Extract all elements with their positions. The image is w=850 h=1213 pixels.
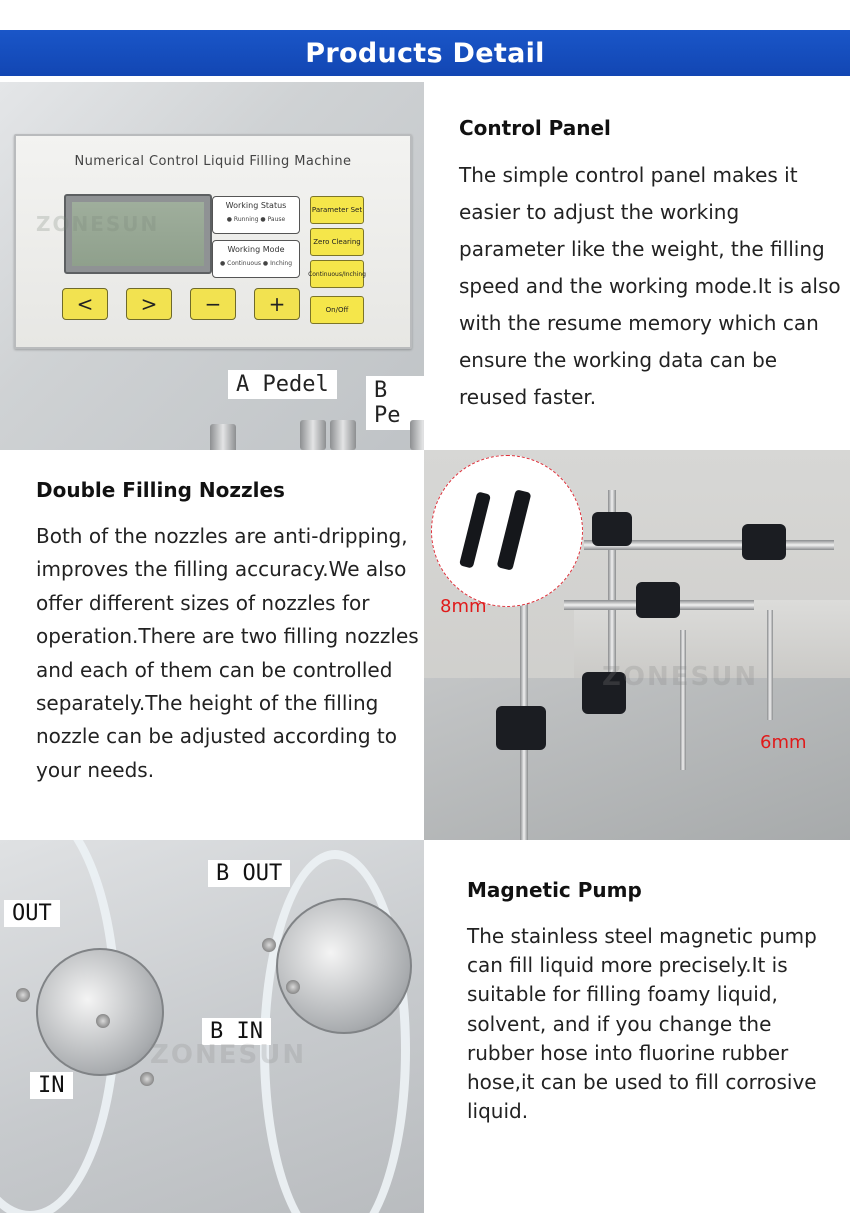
pedal-label-b: B Pe: [366, 376, 424, 430]
nozzle-inset: [431, 455, 583, 607]
section-magnetic-pump: [0, 840, 850, 1213]
port-label: B IN: [202, 1018, 271, 1045]
section-body: The simple control panel makes it easier to adjust the working parameter like the weight, the filling speed and the working mode.It is also with the resume memory which can ensure the working data can be reused faster.: [459, 163, 841, 409]
pedal-fitting: [410, 420, 424, 450]
section-body: Both of the nozzles are anti-dripping, improves the filling accuracy.We also offer different sizes of nozzles for operation.There are two filling nozzles and each of them can be controlled separately.The height of the filling nozzle can be adjusted according to your needs.: [36, 524, 419, 782]
parameter-set-button: Parameter Set: [310, 196, 364, 224]
key-minus: −: [190, 288, 236, 320]
bolt: [286, 980, 300, 994]
control-board-title: Numerical Control Liquid Filling Machine: [74, 154, 352, 169]
section-heading: Double Filling Nozzles: [36, 478, 285, 502]
watermark: ZONESUN: [150, 1040, 307, 1070]
height-clamp: [496, 706, 546, 750]
working-status-label: Working Status: [225, 201, 287, 210]
working-status-options: ● Running ● Pause: [226, 216, 286, 223]
section-heading: Magnetic Pump: [467, 878, 642, 902]
continuous-inching-button: Continuous/Inching: [310, 260, 364, 288]
mode-continuous-label: Continuous: [227, 260, 262, 267]
bolt: [16, 988, 30, 1002]
working-mode-box: [212, 240, 300, 278]
port-label: B OUT: [208, 860, 290, 887]
nozzle-clamp: [742, 524, 786, 560]
nozzle-tube: [680, 630, 686, 770]
key-right: >: [126, 288, 172, 320]
banner-title: Products Detail: [305, 37, 545, 69]
nozzles-photo: [424, 450, 850, 840]
banner: [0, 0, 850, 82]
port-label: IN: [30, 1072, 73, 1099]
machine-body: [424, 678, 850, 840]
control-panel-photo: [0, 82, 424, 450]
section-heading: Control Panel: [459, 116, 611, 140]
pump-photo: [0, 840, 424, 1213]
nozzles-text: [0, 450, 424, 840]
nozzle-6mm: [497, 489, 532, 570]
section-body: The stainless steel magnetic pump can fill liquid more precisely.It is suitable for filling foamy liquid, solvent, and if you change the rubber hose into fluorine rubber hose,it can be used to fill corrosive liquid.: [467, 924, 817, 1124]
watermark: ZONESUN: [602, 662, 759, 692]
banner-bar: [0, 30, 850, 76]
status-pause-label: Pause: [267, 216, 286, 223]
nozzle-clamp: [592, 512, 632, 546]
section-filling-nozzles: [0, 450, 850, 840]
control-panel-text: [424, 82, 850, 450]
status-running-label: Running: [233, 216, 259, 223]
working-status-box: [212, 196, 300, 234]
pedal-label-a: A Pedel: [228, 370, 337, 399]
watermark: ZONESUN: [36, 212, 160, 236]
mode-inching-label: Inching: [270, 260, 293, 267]
port-label: OUT: [4, 900, 60, 927]
pedal-fitting: [330, 420, 356, 450]
on-off-button: On/Off: [310, 296, 364, 324]
working-mode-options: ● Continuous ● Inching: [219, 260, 293, 267]
bolt: [96, 1014, 110, 1028]
nozzle-size-label: 6mm: [760, 732, 807, 753]
section-control-panel: [0, 82, 850, 450]
nozzle-tube: [767, 610, 773, 720]
nozzle-clamp: [636, 582, 680, 618]
working-mode-label: Working Mode: [227, 245, 285, 254]
bolt: [262, 938, 276, 952]
magnetic-pump: [276, 898, 412, 1034]
nozzle-8mm: [459, 491, 491, 568]
control-board: [14, 134, 412, 349]
nozzle-size-label: 8mm: [440, 596, 487, 617]
zero-clearing-button: Zero Clearing: [310, 228, 364, 256]
pedal-fitting: [210, 424, 236, 450]
key-left: <: [62, 288, 108, 320]
magnetic-pump: [36, 948, 164, 1076]
bolt: [140, 1072, 154, 1086]
key-plus: +: [254, 288, 300, 320]
pedal-fitting: [300, 420, 326, 450]
pump-text: [424, 840, 850, 1213]
